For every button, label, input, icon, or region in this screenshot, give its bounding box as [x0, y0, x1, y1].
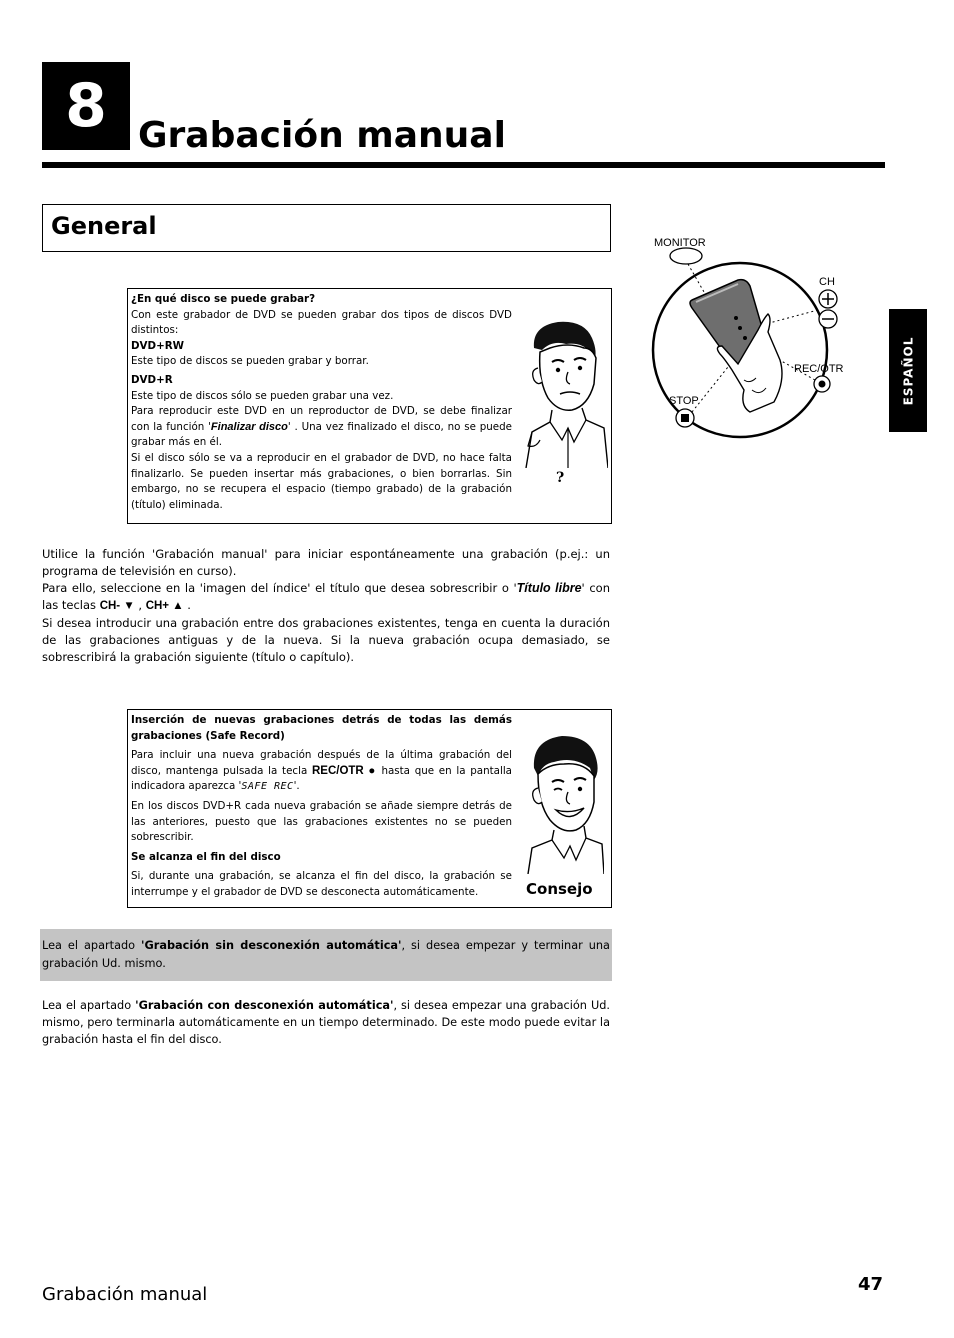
tip-box-text [131, 713, 512, 901]
gray-note-text: Lea el apartado 'Grabación sin desconexión automática', si desea empezar y terminar una grabación Ud. mismo. [42, 939, 610, 970]
body-paragraph [42, 546, 610, 666]
link-auto-off[interactable]: 'Grabación con desconexión automática' [135, 999, 394, 1012]
dvdr-text-3: Si el disco sólo se va a reproducir en el grabador de DVD, no hace falta finalizarlo. Se pueden insertar más grabaciones, o bien borrarlas. Sin embargo, no se recupera el espacio (tiempo grabado) de la grabación (título) eliminada. [131, 451, 512, 511]
body-p3: Si desea introducir una grabación entre dos grabaciones existentes, tenga en cuenta la duración de las grabaciones antiguas y de la nueva. Si la nueva grabación ocupa demasiado, se sobrescribirá la grabación siguiente (título o capítulo). [42, 616, 610, 664]
final-paragraph: Lea el apartado 'Grabación con desconexión automática', si desea empezar una grabación Ud. mismo, pero terminarla automáticamente en un tiempo determinado. De este modo puede evitar la grabación hasta el fin del disco. [42, 999, 610, 1046]
language-tab-label: ESPAÑOL [901, 336, 915, 405]
tip-box-p3: Si, durante una grabación, se alcanza el fin del disco, la grabación se interrumpe y el grabador de DVD se desconecta automáticamente. [131, 870, 512, 898]
stop-label: STOP [669, 395, 699, 407]
tip-man-illustration [524, 734, 604, 874]
remote-control-diagram [640, 230, 870, 445]
tip-box-heading: Inserción de nuevas grabaciones detrás de todas las demás grabaciones (Safe Record) [131, 714, 512, 742]
footer-title: Grabación manual [42, 1284, 208, 1305]
link-no-auto-off[interactable]: 'Grabación sin desconexión automática' [141, 939, 402, 952]
info-box-text [131, 292, 512, 513]
rec-label: REC/OTR [794, 363, 844, 375]
tip-label: Consejo [526, 880, 593, 898]
question-mark: ? [556, 470, 565, 486]
finalize-disc-function: Finalizar disco [210, 420, 288, 433]
ch-plus-key: CH+ ▲ [145, 600, 184, 612]
info-box-intro: Con este grabador de DVD se pueden grabar dos tipos de discos DVD distintos: [131, 308, 512, 337]
tip-box-heading-2: Se alcanza el fin del disco [131, 850, 281, 863]
dvdr-label: DVD+R [131, 373, 173, 386]
rec-otr-key: REC/OTR ● [311, 764, 377, 777]
section-title: General [51, 212, 157, 240]
monitor-label: MONITOR [654, 237, 706, 249]
tip-box-p1: Para incluir una nueva grabación después de la última grabación del disco, mantenga pulsada la tecla REC/OTR ● hasta que en la pantalla indicadora aparezca 'SAFE REC'. [131, 749, 512, 793]
tip-box-p2: En los discos DVD+R cada nueva grabación se añade siempre detrás de las anteriores, puesto que las grabaciones existentes no se pueden sobrescribir. [131, 799, 512, 844]
ch-minus-key: CH- ▼ [99, 600, 135, 612]
chapter-title: Grabación manual [138, 115, 506, 156]
dvdrw-text: Este tipo de discos se pueden grabar y borrar. [131, 355, 369, 368]
dvdrw-label: DVD+RW [131, 339, 184, 352]
body-p1: Utilice la función 'Grabación manual' para iniciar espontáneamente una grabación (p.ej.: un programa de televisión en curso). [42, 547, 610, 578]
page-number: 47 [858, 1274, 884, 1295]
info-box-heading: ¿En qué disco se puede grabar? [131, 293, 316, 305]
chapter-rule [42, 162, 885, 168]
safe-rec-display: SAFE REC [241, 781, 294, 793]
questioning-man-illustration [522, 318, 608, 468]
free-title-term: Título libre [516, 581, 582, 595]
ch-label: CH [819, 276, 835, 288]
dvdr-text-1: Este tipo de discos sólo se pueden grabar una vez. [131, 389, 394, 402]
chapter-number-box [42, 62, 130, 150]
dvdr-text-2: Para reproducir este DVD en un reproductor de DVD, se debe finalizar con la función 'Finalizar disco' . Una vez finalizado el disco, no se puede grabar más en él. [131, 405, 512, 449]
hand-holding-remote-icon [690, 280, 782, 412]
chapter-number: 8 [65, 71, 107, 141]
body-p2: Para ello, seleccione en la 'imagen del índice' el título que desea sobrescribir o 'Título libre' con las teclas CH- ▼ , CH+ ▲ . [42, 581, 610, 612]
monitor-button-icon [670, 248, 702, 264]
